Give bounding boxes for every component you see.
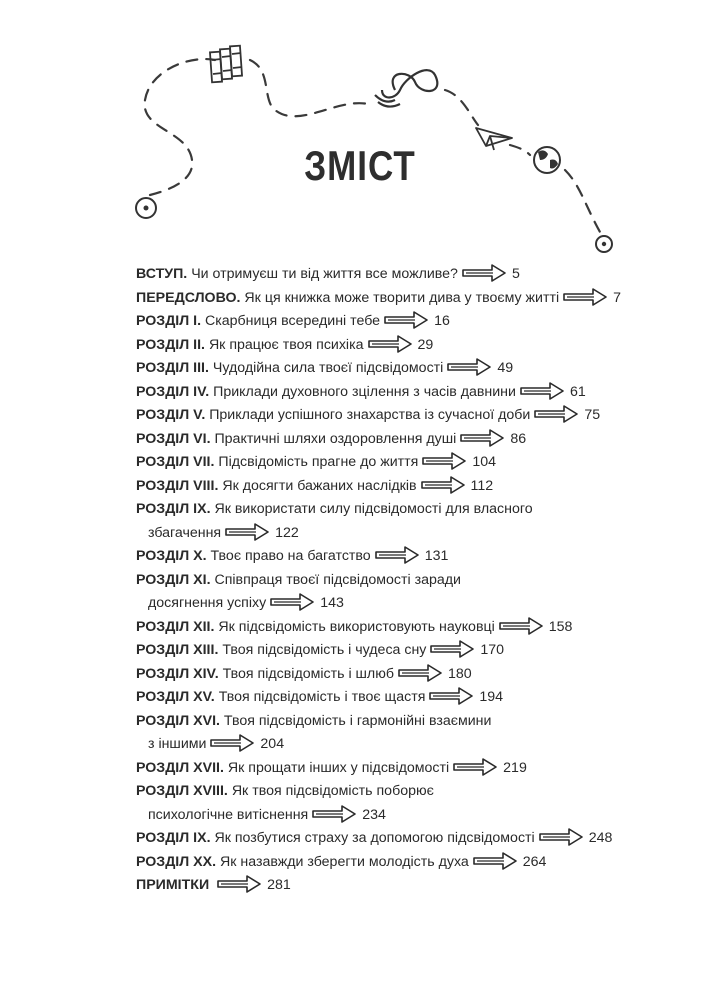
toc-entry-line: [136, 780, 656, 804]
chapter-title: Практичні шляхи оздоровлення душі: [214, 430, 457, 447]
toc-entry-line: [136, 686, 656, 710]
arrow-right-icon: [473, 852, 517, 870]
toc-entry: [136, 757, 656, 781]
target-icon: [596, 236, 612, 252]
toc-entry: [136, 639, 656, 663]
page-number: 143: [320, 595, 344, 611]
chapter-title: Чудодійна сила твоєї підсвідомості: [212, 360, 444, 376]
page-number: 49: [497, 360, 514, 376]
arrow-right-icon: [217, 875, 261, 893]
chapter-label: РОЗДІЛ IV: [136, 383, 206, 400]
chapter-label: РОЗДІЛ IX: [136, 830, 207, 846]
toc-entry: [136, 874, 656, 898]
chapter-label: РОЗДІЛ II: [136, 336, 202, 353]
chapter-title: Приклади успішного знахарства із сучасної доби: [209, 407, 531, 423]
chapter-title: Як підсвідомість використовують науковці: [218, 618, 495, 635]
books-icon: [210, 46, 242, 83]
toc-entry: [136, 616, 656, 640]
toc-entry-line: [136, 663, 656, 687]
chapter-label: РОЗДІЛ XVII: [136, 759, 220, 776]
page-title: ЗМІСТ: [304, 143, 416, 190]
page-number: 219: [503, 759, 527, 776]
toc-entry-line: [136, 357, 656, 381]
toc-entry: [136, 334, 656, 358]
toc-entry-line: [136, 851, 656, 875]
chapter-label: РОЗДІЛ XI: [136, 571, 207, 588]
page-number: 104: [472, 454, 496, 470]
arrow-right-icon: [375, 546, 419, 564]
toc-entry-line: [136, 569, 656, 593]
chapter-label: РОЗДІЛ III: [136, 360, 205, 376]
chapter-label-separator: .: [201, 407, 206, 423]
toc-entry: [136, 263, 656, 287]
chapter-title: Співпраця твоєї підсвідомості заради: [214, 571, 461, 588]
chapter-label-separator: .: [219, 759, 224, 776]
toc-entry-line: [136, 827, 656, 851]
chapter-label: РОЗДІЛ XX: [136, 853, 213, 870]
chapter-title: Як назавжди зберегти молодість духа: [219, 853, 469, 870]
chapter-label: РОЗДІЛ XIII: [136, 642, 215, 658]
chapter-label: РОЗДІЛ V: [136, 407, 202, 423]
chapter-title: Як досягти бажаних наслідків: [222, 477, 417, 494]
chapter-label: РОЗДІЛ X: [136, 548, 203, 564]
chapter-label: РОЗДІЛ XV: [136, 689, 211, 705]
toc-entry: [136, 404, 656, 428]
page-number: 61: [569, 383, 586, 400]
chapter-label-separator: .: [206, 430, 211, 447]
chapter-title: Скарбниця всередині тебе: [205, 313, 381, 329]
chapter-label: РОЗДІЛ IX: [136, 501, 207, 517]
chapter-label-separator: .: [210, 618, 215, 635]
decorative-path-illustration: [0, 0, 720, 260]
page-number: 29: [417, 336, 434, 353]
chapter-title: Як прощати інших у підсвідомості: [227, 759, 450, 776]
chapter-title: Твоя підсвідомість і шлюб: [222, 665, 394, 682]
arrow-right-icon: [312, 805, 356, 823]
toc-entry-line: [136, 428, 656, 452]
toc-entry: [136, 428, 656, 452]
toc-entry: [136, 381, 656, 405]
toc-entry: [136, 287, 656, 311]
arrow-right-icon: [210, 734, 254, 752]
arrow-right-icon: [270, 593, 314, 611]
chapter-label-separator: .: [223, 783, 228, 799]
toc-entry-line: [136, 522, 656, 546]
toc-entry: [136, 310, 656, 334]
arrow-right-icon: [384, 311, 428, 329]
toc-entry-line: [136, 874, 656, 898]
chapter-label: РОЗДІЛ VI: [136, 430, 207, 447]
chapter-label-separator: .: [210, 689, 215, 705]
chapter-label: ПРИМІТКИ: [136, 877, 210, 893]
arrow-right-icon: [421, 476, 465, 494]
chapter-label: ПЕРЕДСЛОВО: [136, 289, 237, 306]
target-icon: [136, 198, 156, 218]
chapter-title: Як працює твоя психіка: [208, 336, 364, 353]
infinity-icon: [375, 70, 437, 106]
table-of-contents: [136, 263, 656, 898]
chapter-label: РОЗДІЛ XIV: [136, 665, 215, 682]
toc-entry-line: [136, 757, 656, 781]
page-number: 264: [522, 853, 547, 870]
arrow-right-icon: [460, 429, 504, 447]
page-number: 204: [260, 736, 285, 752]
chapter-title: Приклади духовного зцілення з часів давнини: [213, 383, 516, 400]
chapter-title: Твоє право на багатство: [210, 548, 371, 564]
toc-entry: [136, 451, 656, 475]
chapter-label: РОЗДІЛ XVI: [136, 712, 217, 729]
page-number: 158: [548, 618, 573, 635]
page-number: 180: [447, 665, 472, 682]
toc-entry-line: [136, 592, 656, 616]
chapter-label-separator: .: [236, 289, 241, 306]
arrow-right-icon: [225, 523, 269, 541]
toc-entry-line: [136, 545, 656, 569]
toc-entry-line: [136, 733, 656, 757]
arrow-right-icon: [453, 758, 497, 776]
chapter-title: збагачення: [148, 524, 222, 541]
toc-entry-line: [136, 639, 656, 663]
chapter-label: РОЗДІЛ I: [136, 313, 198, 329]
toc-entry-line: [136, 475, 656, 499]
chapter-label: РОЗДІЛ XVIII: [136, 783, 224, 799]
page-number: 86: [510, 430, 527, 447]
toc-entry-line: [136, 334, 656, 358]
toc-entry-line: [136, 498, 656, 522]
chapter-label: РОЗДІЛ XII: [136, 618, 211, 635]
page-number: 122: [275, 524, 299, 541]
chapter-label-separator: .: [197, 313, 202, 329]
chapter-label-separator: .: [183, 266, 188, 282]
chapter-label-separator: .: [210, 454, 215, 470]
toc-entry: [136, 663, 656, 687]
toc-entry-line: [136, 451, 656, 475]
arrow-right-icon: [447, 358, 491, 376]
toc-entry-line: [136, 287, 656, 311]
arrow-right-icon: [430, 640, 474, 658]
toc-entry: [136, 357, 656, 381]
chapter-label: РОЗДІЛ VIII: [136, 477, 215, 494]
chapter-title: Як твоя підсвідомість поборює: [231, 783, 434, 799]
page-number: 234: [362, 806, 386, 823]
page-number: 112: [470, 477, 494, 494]
toc-entry-line: [136, 310, 656, 334]
chapter-label-separator: .: [206, 571, 211, 588]
toc-entry: [136, 710, 656, 757]
toc-entry: [136, 686, 656, 710]
toc-entry: [136, 851, 656, 875]
chapter-label-separator: .: [214, 665, 219, 682]
arrow-right-icon: [520, 382, 564, 400]
arrow-right-icon: [368, 335, 412, 353]
toc-entry: [136, 827, 656, 851]
chapter-label-separator: .: [204, 360, 209, 376]
arrow-right-icon: [539, 828, 583, 846]
page-number: 7: [613, 289, 621, 306]
toc-entry: [136, 545, 656, 569]
chapter-title: Твоя підсвідомість і твоє щастя: [218, 689, 426, 705]
page-number: 281: [267, 877, 291, 893]
chapter-title: Як використати силу підсвідомості для власного: [214, 501, 533, 517]
chapter-title: Твоя підсвідомість і гармонійні взаємини: [223, 712, 492, 729]
chapter-label-separator: .: [214, 477, 219, 494]
page-number: 194: [479, 689, 504, 705]
chapter-label-separator: .: [216, 712, 220, 729]
chapter-label-separator: .: [202, 548, 207, 564]
arrow-right-icon: [499, 617, 543, 635]
toc-entry: [136, 498, 656, 545]
toc-entry-line: [136, 710, 656, 734]
chapter-title: з іншими: [148, 736, 207, 752]
page-number: 170: [480, 642, 505, 658]
toc-entry: [136, 475, 656, 499]
chapter-title: психологічне витіснення: [148, 806, 309, 823]
arrow-right-icon: [462, 264, 506, 282]
chapter-label-separator: .: [205, 383, 210, 400]
toc-entry: [136, 569, 656, 616]
chapter-label-separator: .: [214, 642, 219, 658]
arrow-right-icon: [534, 405, 578, 423]
toc-entry-line: [136, 804, 656, 828]
chapter-title: Як позбутися страху за допомогою підсвідомості: [214, 830, 535, 846]
page-number: 5: [511, 266, 520, 282]
chapter-title: Як ця книжка може творити дива у твоєму житті: [244, 289, 560, 306]
chapter-label-separator: .: [212, 853, 217, 870]
chapter-title: Підсвідомість прагне до життя: [218, 454, 419, 470]
chapter-title: досягнення успіху: [148, 595, 267, 611]
chapter-label-separator: .: [206, 830, 211, 846]
arrow-right-icon: [563, 288, 607, 306]
chapter-label: РОЗДІЛ VII: [136, 454, 211, 470]
chapter-title: Твоя підсвідомість і чудеса сну: [222, 642, 427, 658]
arrow-right-icon: [422, 452, 466, 470]
chapter-label-separator: .: [201, 336, 205, 353]
toc-entry-line: [136, 381, 656, 405]
toc-entry-line: [136, 616, 656, 640]
chapter-label: ВСТУП: [136, 266, 184, 282]
toc-entry-line: [136, 404, 656, 428]
page-number: 75: [584, 407, 601, 423]
chapter-title: Чи отримуєш ти від життя все можливе?: [191, 266, 458, 282]
toc-entry: [136, 780, 656, 827]
page-number: 248: [588, 830, 613, 846]
arrow-right-icon: [398, 664, 442, 682]
chapter-label-separator: .: [206, 501, 211, 517]
page-number: 131: [424, 548, 449, 564]
page-number: 16: [434, 313, 450, 329]
toc-entry-line: [136, 263, 656, 287]
arrow-right-icon: [429, 687, 473, 705]
